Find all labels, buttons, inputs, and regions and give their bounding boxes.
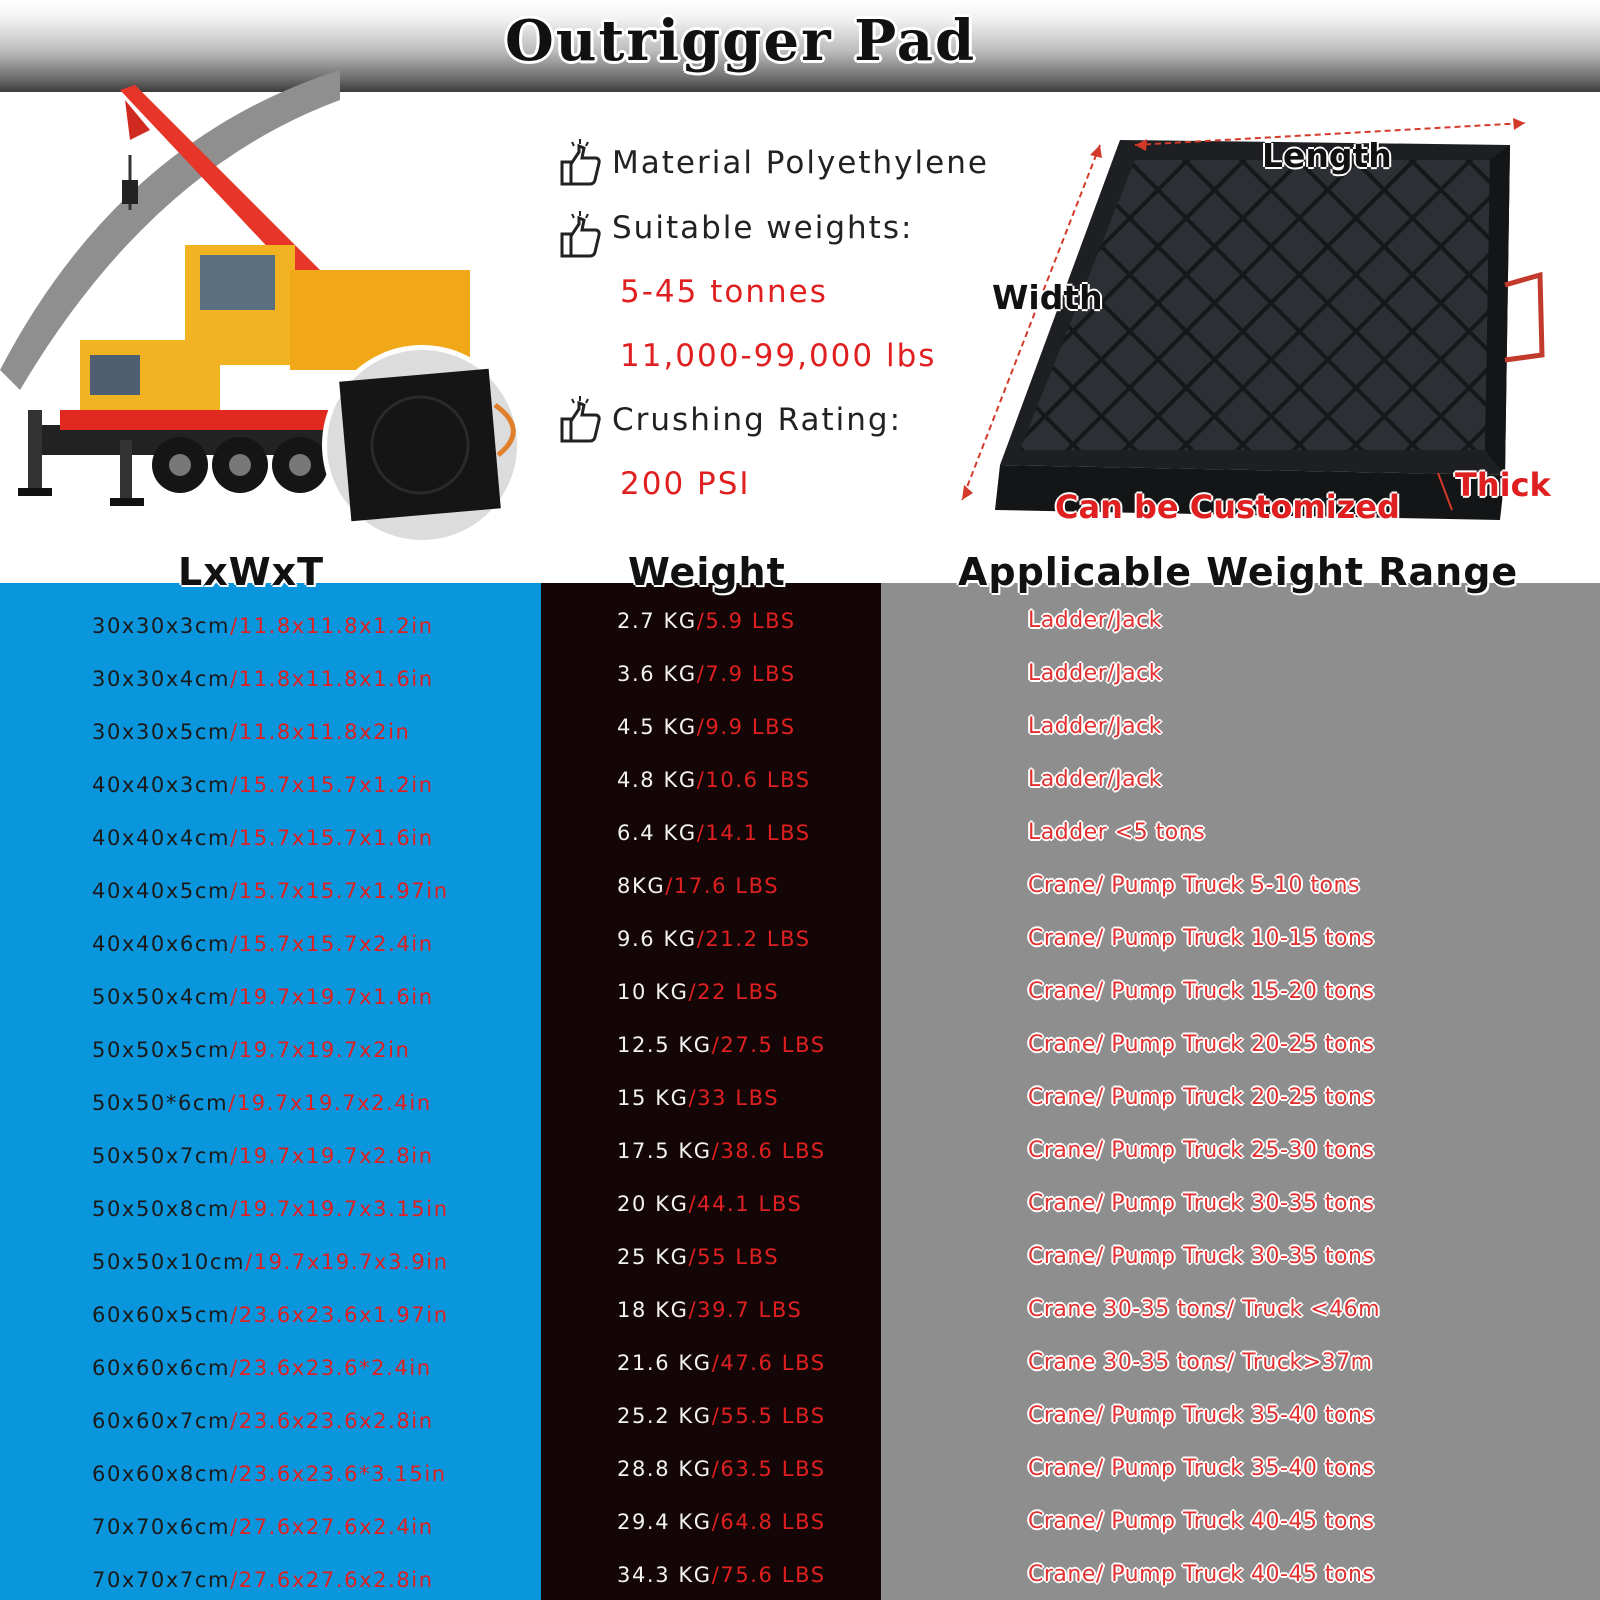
weight-cell [617, 980, 779, 1004]
range-cell: Crane/ Pump Truck 15-20 tons [1028, 979, 1375, 1004]
weight-lbs: /7.9 LBS [696, 662, 796, 686]
weight-range-tonnes: 5-45 tonnes [620, 274, 828, 310]
range-cell: Ladder/Jack [1028, 608, 1162, 633]
size-cell [92, 1250, 449, 1274]
weight-kg: 29.4 KG [617, 1510, 712, 1534]
weight-lbs: /38.6 LBS [711, 1139, 826, 1163]
size-cm: 50x50x4cm [92, 985, 231, 1009]
size-in: /19.7x19.7x2.8in [230, 1144, 434, 1168]
size-cell [92, 1197, 449, 1221]
size-cell [92, 932, 434, 956]
weight-cell [617, 821, 811, 845]
weight-kg: 21.6 KG [617, 1351, 712, 1375]
weight-kg: 25 KG [617, 1245, 689, 1269]
size-cm: 50x50x7cm [92, 1144, 231, 1168]
size-in: /11.8x11.8x2in [230, 720, 411, 744]
weight-cell [617, 927, 811, 951]
weight-lbs: /27.5 LBS [711, 1033, 826, 1057]
weight-lbs: /39.7 LBS [688, 1298, 803, 1322]
weight-kg: 18 KG [617, 1298, 689, 1322]
size-in: /27.6x27.6x2.4in [230, 1515, 434, 1539]
weight-lbs: /5.9 LBS [696, 609, 796, 633]
material-spec: Material Polyethylene [612, 145, 989, 181]
weight-lbs: /21.2 LBS [696, 927, 811, 951]
range-cell: Ladder/Jack [1028, 767, 1162, 792]
weight-cell [617, 1563, 826, 1587]
weight-kg: 9.6 KG [617, 927, 697, 951]
crane-truck-image [0, 60, 540, 550]
size-cm: 40x40x4cm [92, 826, 231, 850]
size-in: /19.7x19.7x2.4in [228, 1091, 432, 1115]
size-cm: 60x60x8cm [92, 1462, 231, 1486]
size-in: /11.8x11.8x1.2in [230, 614, 434, 638]
size-cm: 60x60x6cm [92, 1356, 231, 1380]
weight-lbs: /22 LBS [688, 980, 780, 1004]
size-cell [92, 1409, 434, 1433]
weight-kg: 4.8 KG [617, 768, 697, 792]
size-cell [92, 1515, 434, 1539]
size-cell [92, 1144, 434, 1168]
size-cell [92, 1091, 432, 1115]
size-cell [92, 667, 434, 691]
weight-kg: 15 KG [617, 1086, 689, 1110]
size-cm: 30x30x5cm [92, 720, 231, 744]
size-cell [92, 1038, 410, 1062]
range-cell: Crane/ Pump Truck 20-25 tons [1028, 1032, 1375, 1057]
weight-lbs: /47.6 LBS [711, 1351, 826, 1375]
weight-kg: 34.3 KG [617, 1563, 712, 1587]
weight-column-header: Weight [628, 550, 786, 594]
length-label: Length [1262, 136, 1392, 175]
range-cell: Crane/ Pump Truck 25-30 tons [1028, 1138, 1375, 1163]
weight-kg: 17.5 KG [617, 1139, 712, 1163]
width-label: Width [992, 278, 1103, 317]
range-cell: Ladder/Jack [1028, 661, 1162, 686]
range-cell: Crane 30-35 tons/ Truck>37m [1028, 1350, 1373, 1375]
weight-cell [617, 662, 796, 686]
size-cell [92, 879, 449, 903]
size-cm: 50x50x8cm [92, 1197, 231, 1221]
weight-lbs: /17.6 LBS [665, 874, 780, 898]
range-cell: Crane/ Pump Truck 40-45 tons [1028, 1509, 1375, 1534]
weight-cell [617, 1404, 826, 1428]
weight-kg: 6.4 KG [617, 821, 697, 845]
size-cm: 50x50x10cm [92, 1250, 246, 1274]
size-cm: 60x60x5cm [92, 1303, 231, 1327]
crushing-rating-label: Crushing Rating: [612, 402, 903, 438]
size-in: /15.7x15.7x2.4in [230, 932, 434, 956]
range-cell: Crane 30-35 tons/ Truck <46m [1028, 1297, 1381, 1322]
size-cm: 30x30x3cm [92, 614, 231, 638]
range-cell: Ladder <5 tons [1028, 820, 1206, 845]
suitable-weights-label: Suitable weights: [612, 210, 914, 246]
size-in: /23.6x23.6x1.97in [230, 1303, 449, 1327]
weight-kg: 2.7 KG [617, 609, 697, 633]
customized-label: Can be Customized [1055, 488, 1400, 526]
size-in: /15.7x15.7x1.97in [230, 879, 449, 903]
range-cell: Crane/ Pump Truck 35-40 tons [1028, 1456, 1375, 1481]
size-cm: 40x40x6cm [92, 932, 231, 956]
size-cm: 40x40x3cm [92, 773, 231, 797]
thumbs-up-icon [558, 395, 602, 445]
weight-lbs: /64.8 LBS [711, 1510, 826, 1534]
weight-lbs: /44.1 LBS [688, 1192, 803, 1216]
size-cm: 60x60x7cm [92, 1409, 231, 1433]
size-cm: 70x70x7cm [92, 1568, 231, 1592]
range-cell: Crane/ Pump Truck 5-10 tons [1028, 873, 1360, 898]
thumbs-up-icon [558, 138, 602, 188]
range-cell: Crane/ Pump Truck 30-35 tons [1028, 1191, 1375, 1216]
weight-lbs: /55 LBS [688, 1245, 780, 1269]
size-cell [92, 773, 434, 797]
size-in: /23.6x23.6*2.4in [230, 1356, 432, 1380]
weight-cell [617, 874, 779, 898]
weight-kg: 25.2 KG [617, 1404, 712, 1428]
size-in: /11.8x11.8x1.6in [230, 667, 434, 691]
size-cm: 30x30x4cm [92, 667, 231, 691]
weight-cell [617, 1298, 802, 1322]
range-cell: Crane/ Pump Truck 10-15 tons [1028, 926, 1375, 951]
thumbs-up-icon [558, 210, 602, 260]
size-in: /23.6x23.6x2.8in [230, 1409, 434, 1433]
size-cell [92, 826, 434, 850]
weight-lbs: /14.1 LBS [696, 821, 811, 845]
size-cell [92, 614, 434, 638]
range-cell: Crane/ Pump Truck 40-45 tons [1028, 1562, 1375, 1587]
range-cell: Crane/ Pump Truck 35-40 tons [1028, 1403, 1375, 1428]
weight-lbs: /75.6 LBS [711, 1563, 826, 1587]
range-cell: Crane/ Pump Truck 30-35 tons [1028, 1244, 1375, 1269]
size-cell [92, 1568, 434, 1592]
weight-cell [617, 609, 796, 633]
weight-cell [617, 1245, 779, 1269]
weight-kg: 3.6 KG [617, 662, 697, 686]
weight-lbs: /55.5 LBS [711, 1404, 826, 1428]
range-cell: Crane/ Pump Truck 20-25 tons [1028, 1085, 1375, 1110]
weight-kg: 12.5 KG [617, 1033, 712, 1057]
weight-lbs: /10.6 LBS [696, 768, 811, 792]
crushing-rating-value: 200 PSI [620, 466, 751, 502]
weight-cell [617, 1510, 826, 1534]
thick-label: Thick [1455, 466, 1551, 504]
size-column-header: LxWxT [178, 550, 325, 594]
size-in: /19.7x19.7x3.15in [230, 1197, 449, 1221]
size-in: /15.7x15.7x1.6in [230, 826, 434, 850]
weight-cell [617, 1139, 826, 1163]
weight-lbs: /63.5 LBS [711, 1457, 826, 1481]
size-cell [92, 1356, 432, 1380]
weight-kg: 28.8 KG [617, 1457, 712, 1481]
weight-range-lbs: 11,000-99,000 lbs [620, 338, 937, 374]
weight-cell [617, 1457, 826, 1481]
weight-kg: 4.5 KG [617, 715, 697, 739]
size-cm: 70x70x6cm [92, 1515, 231, 1539]
range-column-header: Applicable Weight Range [958, 550, 1519, 594]
size-in: /19.7x19.7x3.9in [245, 1250, 449, 1274]
size-cm: 50x50x5cm [92, 1038, 231, 1062]
weight-lbs: /9.9 LBS [696, 715, 796, 739]
weight-cell [617, 1086, 779, 1110]
weight-cell [617, 1192, 802, 1216]
range-cell: Ladder/Jack [1028, 714, 1162, 739]
weight-cell [617, 1351, 826, 1375]
weight-kg: 20 KG [617, 1192, 689, 1216]
weight-kg: 10 KG [617, 980, 689, 1004]
weight-cell [617, 715, 796, 739]
size-cm: 50x50*6cm [92, 1091, 229, 1115]
size-in: /19.7x19.7x2in [230, 1038, 411, 1062]
size-cell [92, 1462, 447, 1486]
size-in: /27.6x27.6x2.8in [230, 1568, 434, 1592]
size-cell [92, 1303, 449, 1327]
size-in: /15.7x15.7x1.2in [230, 773, 434, 797]
size-cell [92, 985, 434, 1009]
size-in: /23.6x23.6*3.15in [230, 1462, 447, 1486]
size-in: /19.7x19.7x1.6in [230, 985, 434, 1009]
size-cell [92, 720, 410, 744]
weight-cell [617, 768, 811, 792]
weight-kg: 8KG [617, 874, 666, 898]
weight-lbs: /33 LBS [688, 1086, 780, 1110]
weight-cell [617, 1033, 826, 1057]
size-cm: 40x40x5cm [92, 879, 231, 903]
page-title: Outrigger Pad [505, 8, 977, 74]
